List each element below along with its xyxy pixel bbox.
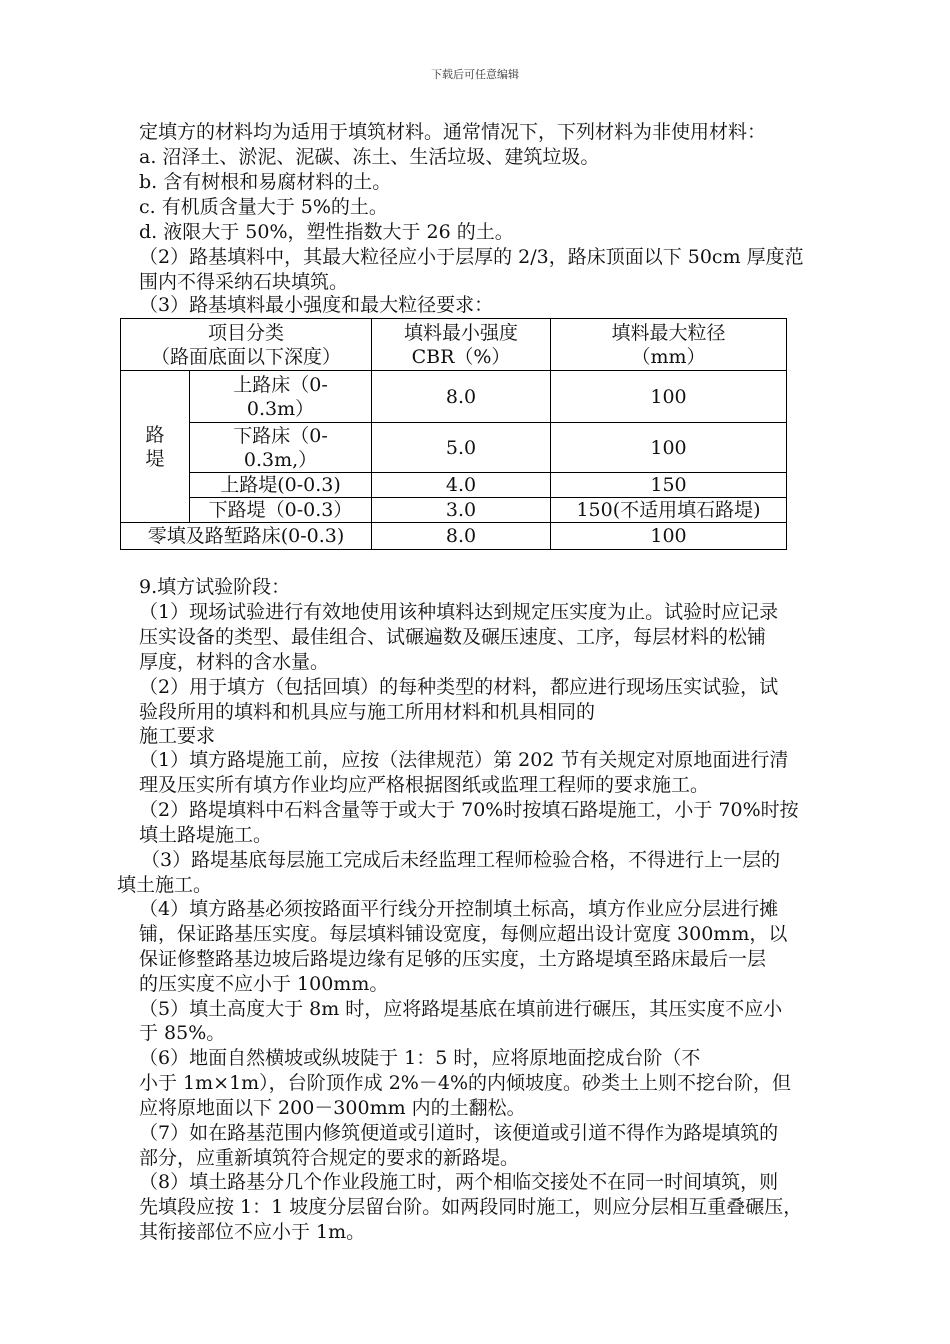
list-item-d: d. 液限大于 50%，塑性指数大于 26 的土。 bbox=[139, 221, 514, 243]
table-cell-size: 150(不适用填石路堤) bbox=[551, 498, 787, 523]
paragraph-line: 保证修整路基边坡后路堤边缘有足够的压实度，土方路堤填至路床最后一层 bbox=[139, 948, 767, 970]
table-cell-cbr: 8.0 bbox=[372, 371, 551, 423]
table-cell-size: 100 bbox=[551, 423, 787, 473]
table-cell-item: 上路床（0- 0.3m） bbox=[190, 371, 372, 423]
paragraph-line: 其衔接部位不应小于 1m。 bbox=[139, 1221, 366, 1243]
paragraph-line: 于 85%。 bbox=[139, 1022, 226, 1044]
table-row bbox=[121, 473, 787, 498]
paragraph-line: （2）路基填料中，其最大粒径应小于层厚的 2/3，路床顶面以下 50cm 厚度范 bbox=[139, 246, 804, 268]
paragraph-line: （6）地面自然横坡或纵坡陡于 1：5 时，应将原地面挖成台阶（不 bbox=[139, 1047, 701, 1069]
header-category: 项目分类 （路面底面以下深度） bbox=[121, 319, 372, 371]
paragraph-line: 理及压实所有填方作业均应严格根据图纸或监理工程师的要求施工。 bbox=[139, 774, 710, 796]
paragraph-line: 压实设备的类型、最佳组合、试碾遍数及碾压速度、工序，每层材料的松铺 bbox=[139, 626, 767, 648]
table-cell-size: 150 bbox=[551, 473, 787, 498]
paragraph-line: （7）如在路基范围内修筑便道或引道时，该便道或引道不得作为路堤填筑的 bbox=[139, 1122, 779, 1144]
table-cell-item: 下路堤（0-0.3） bbox=[190, 498, 372, 523]
paragraph-line: 应将原地面以下 200－300mm 内的土翻松。 bbox=[139, 1097, 526, 1119]
table-cell-cbr: 4.0 bbox=[372, 473, 551, 498]
table-cell-cbr: 5.0 bbox=[372, 423, 551, 473]
page-header: 下载后可任意编辑 bbox=[431, 68, 519, 81]
table-caption: （3）路基填料最小强度和最大粒径要求： bbox=[139, 294, 494, 316]
paragraph-line: 填土路堤施工。 bbox=[139, 824, 273, 846]
group-cell-embankment: 路 堤 bbox=[121, 371, 190, 523]
table-row bbox=[121, 371, 787, 423]
paragraph-line: 填土施工。 bbox=[117, 874, 213, 896]
table-cell-cbr: 3.0 bbox=[372, 498, 551, 523]
paragraph-line: 围内不得采纳石块填筑。 bbox=[139, 271, 349, 293]
table-header-row bbox=[121, 319, 787, 371]
table-cell-size: 100 bbox=[551, 371, 787, 423]
paragraph-line: 小于 1m×1m），台阶顶作成 2%－4%的内倾坡度。砂类土上则不挖台阶，但 bbox=[139, 1072, 791, 1094]
list-item-b: b. 含有树根和易腐材料的土。 bbox=[139, 171, 392, 193]
header-max-size: 填料最大粒径 （mm） bbox=[551, 319, 787, 371]
section-heading: 施工要求 bbox=[139, 725, 216, 747]
paragraph-line: （2）用于填方（包括回填）的每种类型的材料，都应进行现场压实试验，试 bbox=[139, 676, 779, 698]
paragraph-line: 验段所用的填料和机具应与施工所用材料和机具相同的 bbox=[139, 701, 596, 723]
table-cell-item: 下路床（0- 0.3m,） bbox=[190, 423, 372, 473]
list-item-a: a. 沼泽土、淤泥、泥碳、冻土、生活垃圾、建筑垃圾。 bbox=[139, 146, 600, 168]
header-min-strength: 填料最小强度 CBR（%） bbox=[372, 319, 551, 371]
paragraph-line: 铺，保证路基压实度。每层填料铺设宽度，每侧应超出设计宽度 300mm，以 bbox=[139, 923, 788, 945]
paragraph-line: 定填方的材料均为适用于填筑材料。通常情况下，下列材料为非使用材料： bbox=[139, 121, 767, 143]
table-cell-size: 100 bbox=[551, 523, 787, 550]
section-heading: 9.填方试验阶段： bbox=[139, 576, 291, 598]
table-row bbox=[121, 423, 787, 473]
table-cell-item: 零填及路堑路床(0-0.3) bbox=[121, 523, 372, 550]
table-cell-item: 上路堤(0-0.3) bbox=[190, 473, 372, 498]
paragraph-line: 先填段应按 1：1 坡度分层留台阶。如两段同时施工，则应分层相互重叠碾压， bbox=[139, 1196, 803, 1218]
table-row bbox=[121, 523, 787, 550]
paragraph-line: 部分，应重新填筑符合规定的要求的新路堤。 bbox=[139, 1147, 520, 1169]
fill-material-table bbox=[120, 318, 787, 550]
table-cell-cbr: 8.0 bbox=[372, 523, 551, 550]
paragraph-line: （8）填土路基分几个作业段施工时，两个相临交接处不在同一时间填筑，则 bbox=[139, 1171, 779, 1193]
paragraph-line: （3）路堤基底每层施工完成后未经监理工程师检验合格，不得进行上一层的 bbox=[141, 849, 781, 871]
paragraph-line: （5）填土高度大于 8m 时，应将路堤基底在填前进行碾压，其压实度不应小 bbox=[139, 998, 783, 1020]
list-item-c: c. 有机质含量大于 5%的土。 bbox=[139, 196, 388, 218]
paragraph-line: （1）填方路堤施工前，应按（法律规范）第 202 节有关规定对原地面进行清 bbox=[139, 749, 789, 771]
paragraph-line: （1）现场试验进行有效地使用该种填料达到规定压实度为止。试验时应记录 bbox=[139, 601, 779, 623]
paragraph-line: （4）填方路基必须按路面平行线分开控制填土标高，填方作业应分层进行摊 bbox=[139, 898, 779, 920]
table-row bbox=[121, 498, 787, 523]
paragraph-line: 厚度，材料的含水量。 bbox=[139, 651, 330, 673]
paragraph-line: （2）路堤填料中石料含量等于或大于 70%时按填石路堤施工，小于 70%时按 bbox=[139, 799, 799, 821]
paragraph-line: 的压实度不应小于 100mm。 bbox=[139, 973, 389, 995]
